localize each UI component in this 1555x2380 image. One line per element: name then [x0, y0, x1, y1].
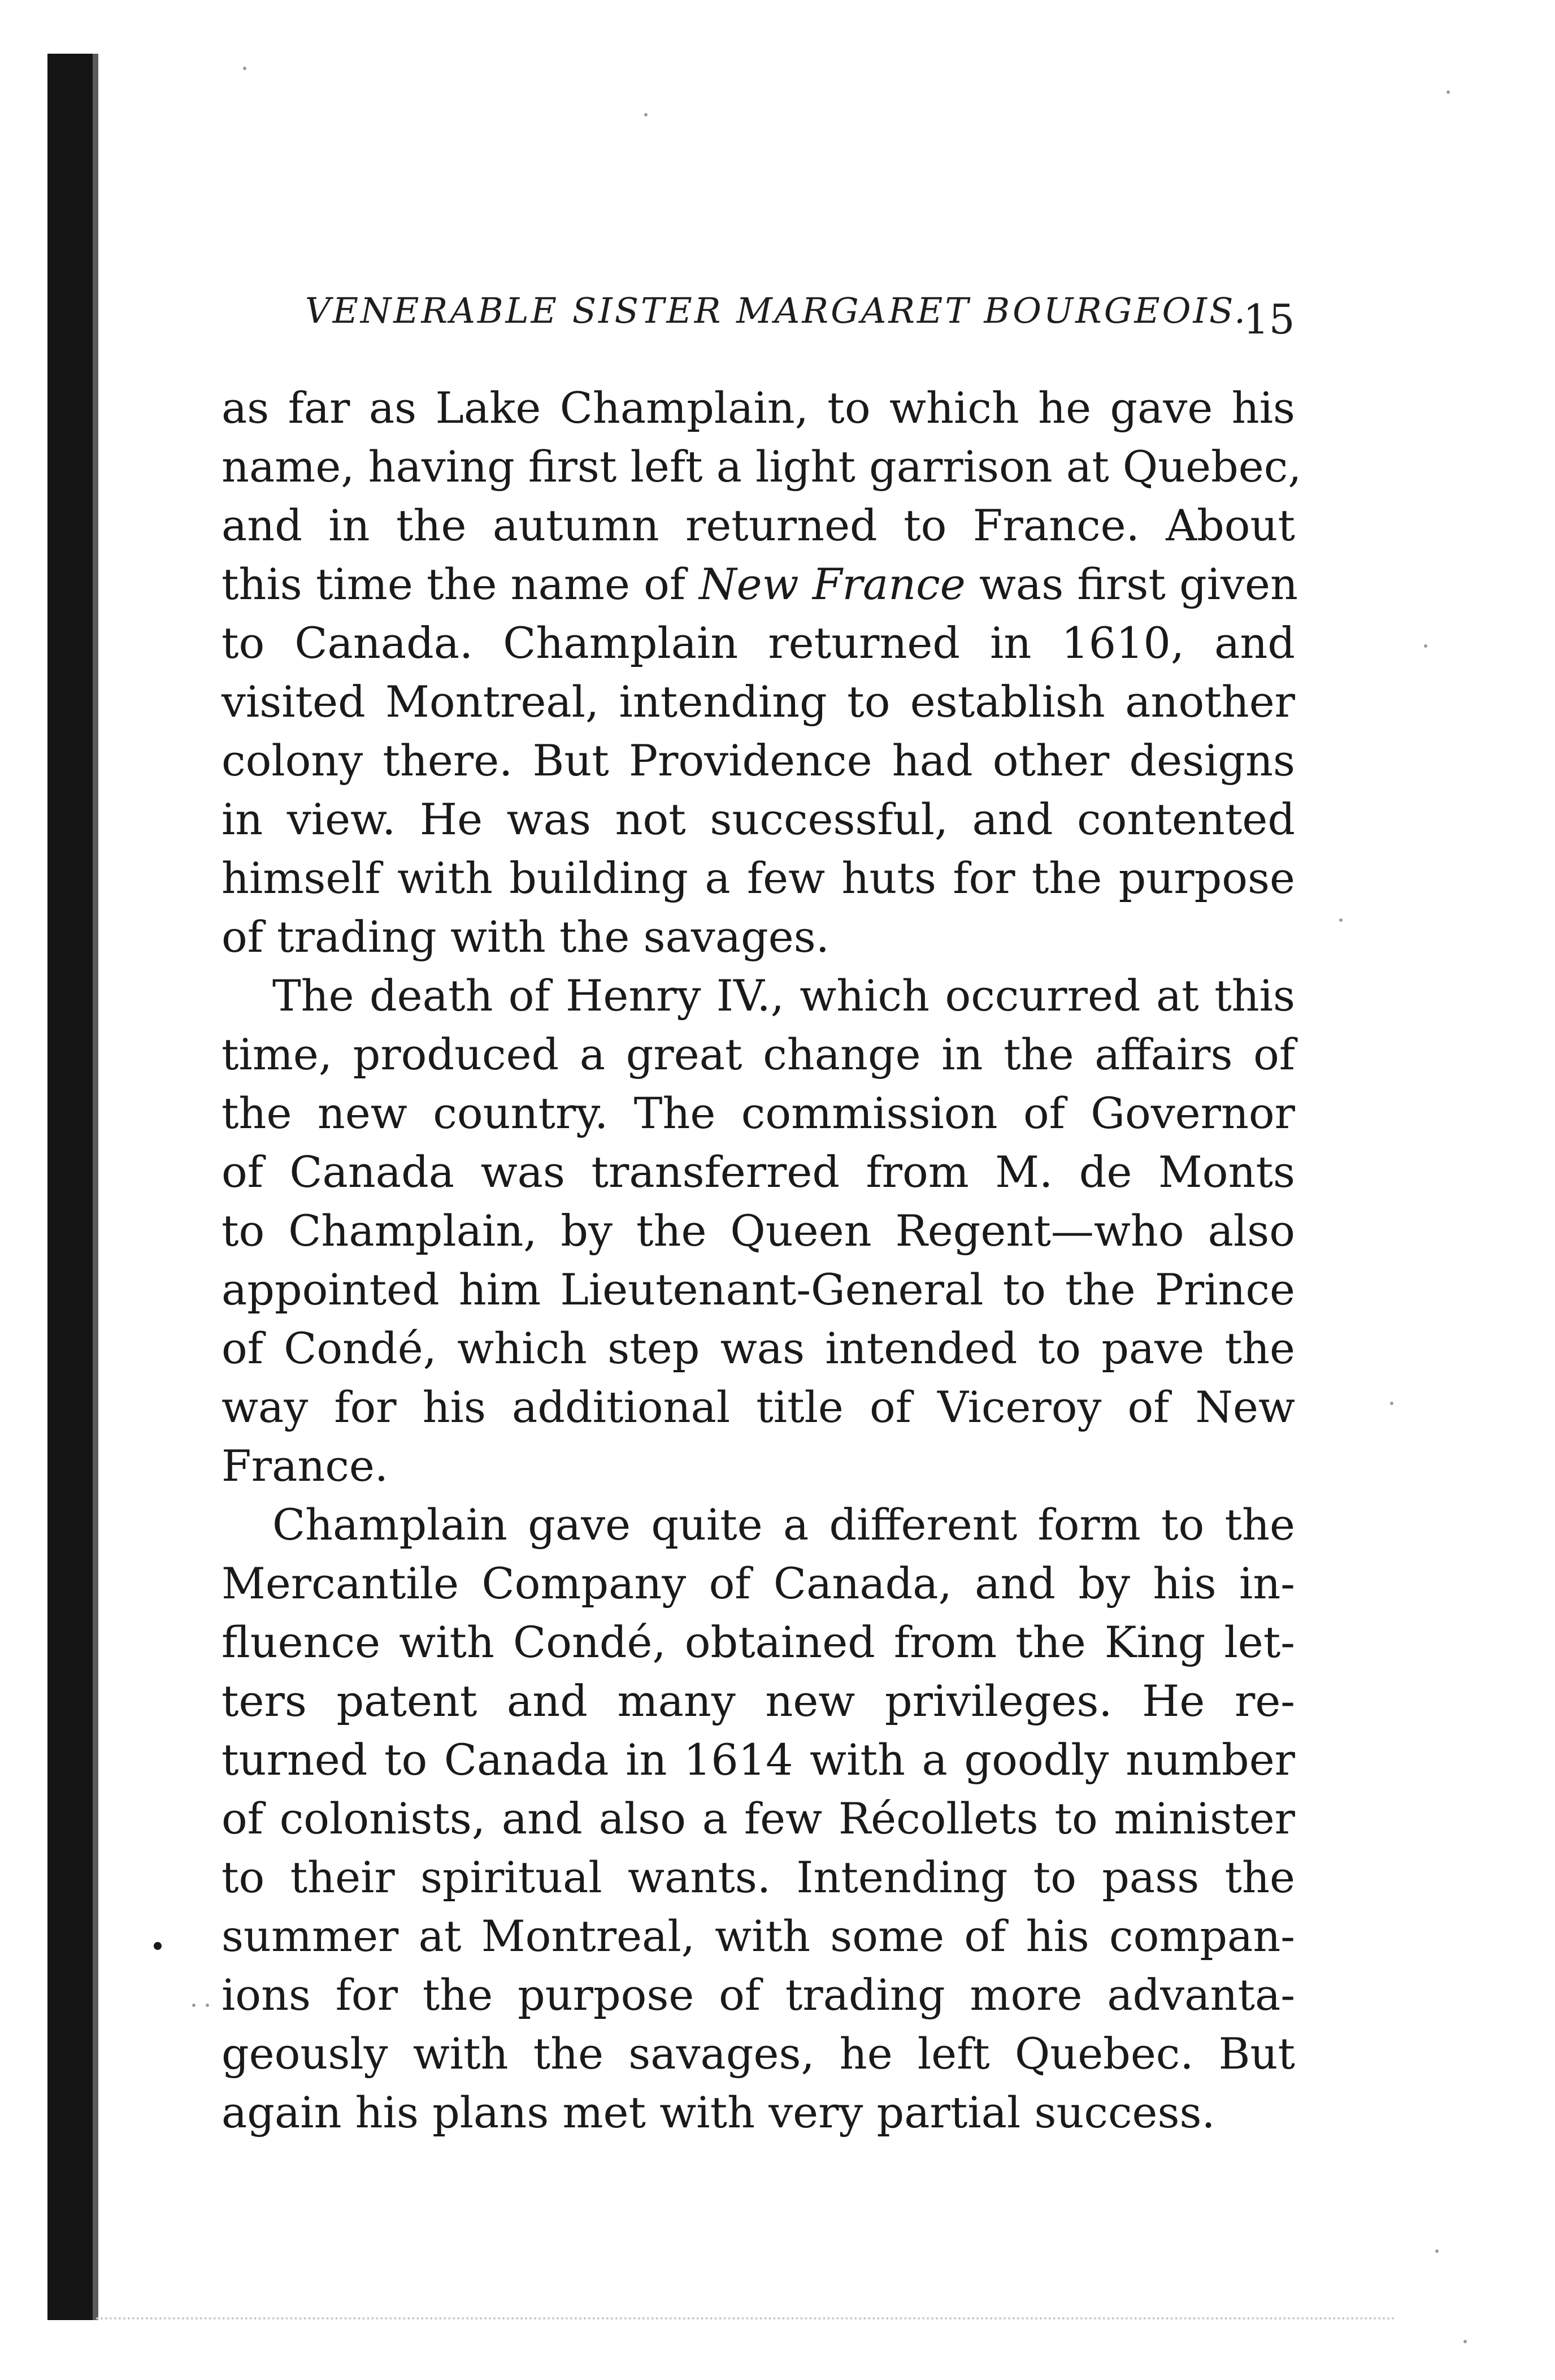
- text-line: colony there. But Providence had other designs: [221, 735, 1295, 786]
- scan-speck: [1390, 1402, 1393, 1405]
- text-line: geously with the savages, he left Quebec. But: [221, 2028, 1295, 2079]
- binding-edge: [93, 54, 98, 2320]
- text-line: of Canada was transferred from M. de Monts: [221, 1147, 1295, 1197]
- text-line: visited Montreal, intending to establish another: [221, 677, 1295, 727]
- text-line: France.: [221, 1441, 389, 1491]
- text-line: the new country. The commission of Governor: [221, 1088, 1295, 1138]
- text-line: name, having first left a light garrison at Quebec,: [221, 441, 1302, 492]
- text-line: Champlain gave quite a different form to the: [272, 1499, 1295, 1550]
- paragraph: [221, 379, 1302, 966]
- paragraph: [221, 966, 1295, 1495]
- text-line: ters patent and many new privileges. He re-: [221, 1676, 1295, 1726]
- body-text: [221, 379, 1302, 2142]
- text-line: as far as Lake Champlain, to which he gave his: [221, 383, 1295, 433]
- text-line: to Canada. Champlain returned in 1610, and: [221, 618, 1295, 668]
- margin-mark: [154, 1942, 162, 1950]
- scan-speck: [1447, 90, 1450, 94]
- scan-speck: [1435, 2249, 1439, 2253]
- italic-phrase: New France: [699, 559, 966, 609]
- text-line: The death of Henry IV., which occurred at this: [272, 970, 1295, 1021]
- scan-speck: [1339, 918, 1343, 922]
- text-line: summer at Montreal, with some of his compan-: [221, 1911, 1295, 1961]
- scan-speck: [243, 67, 246, 70]
- text-line: Mercantile Company of Canada, and by his in-: [221, 1558, 1295, 1609]
- text-line: fluence with Condé, obtained from the King let-: [221, 1617, 1295, 1667]
- text-line: this time the name of New France was first given: [221, 559, 1298, 609]
- text-line: ions for the purpose of trading more advanta-: [221, 1970, 1295, 2020]
- scan-speck: [1424, 644, 1427, 648]
- text-line: and in the autumn returned to France. About: [221, 500, 1295, 550]
- text-line: of Condé, which step was intended to pave the: [221, 1323, 1295, 1373]
- text-line: of colonists, and also a few Récollets to minister: [221, 1793, 1295, 1844]
- scan-speck: [192, 2004, 196, 2007]
- text-line: of trading with the savages.: [221, 912, 829, 962]
- text-line: to their spiritual wants. Intending to pass the: [221, 1852, 1295, 1902]
- binding-shadow: [47, 54, 93, 2320]
- scan-smudge: [96, 2317, 1396, 2322]
- scan-speck: [644, 113, 648, 116]
- text-line: again his plans met with very partial success.: [221, 2087, 1215, 2138]
- scan-speck: [1463, 2340, 1467, 2343]
- paragraph: [221, 1495, 1295, 2142]
- text-line: time, produced a great change in the affairs of: [221, 1029, 1295, 1080]
- text-line: way for his additional title of Viceroy of New: [221, 1382, 1295, 1432]
- page-number: 15: [1243, 296, 1295, 343]
- text-line: turned to Canada in 1614 with a goodly number: [221, 1735, 1295, 1785]
- text-line: in view. He was not successful, and contented: [221, 794, 1295, 844]
- running-head: VENERABLE SISTER MARGARET BOURGEOIS.: [305, 290, 1248, 331]
- text-line: himself with building a few huts for the purpose: [221, 853, 1295, 903]
- text-line: to Champlain, by the Queen Regent—who also: [221, 1206, 1295, 1256]
- scan-speck: [206, 2004, 209, 2007]
- text-line: appointed him Lieutenant-General to the Prince: [221, 1264, 1295, 1315]
